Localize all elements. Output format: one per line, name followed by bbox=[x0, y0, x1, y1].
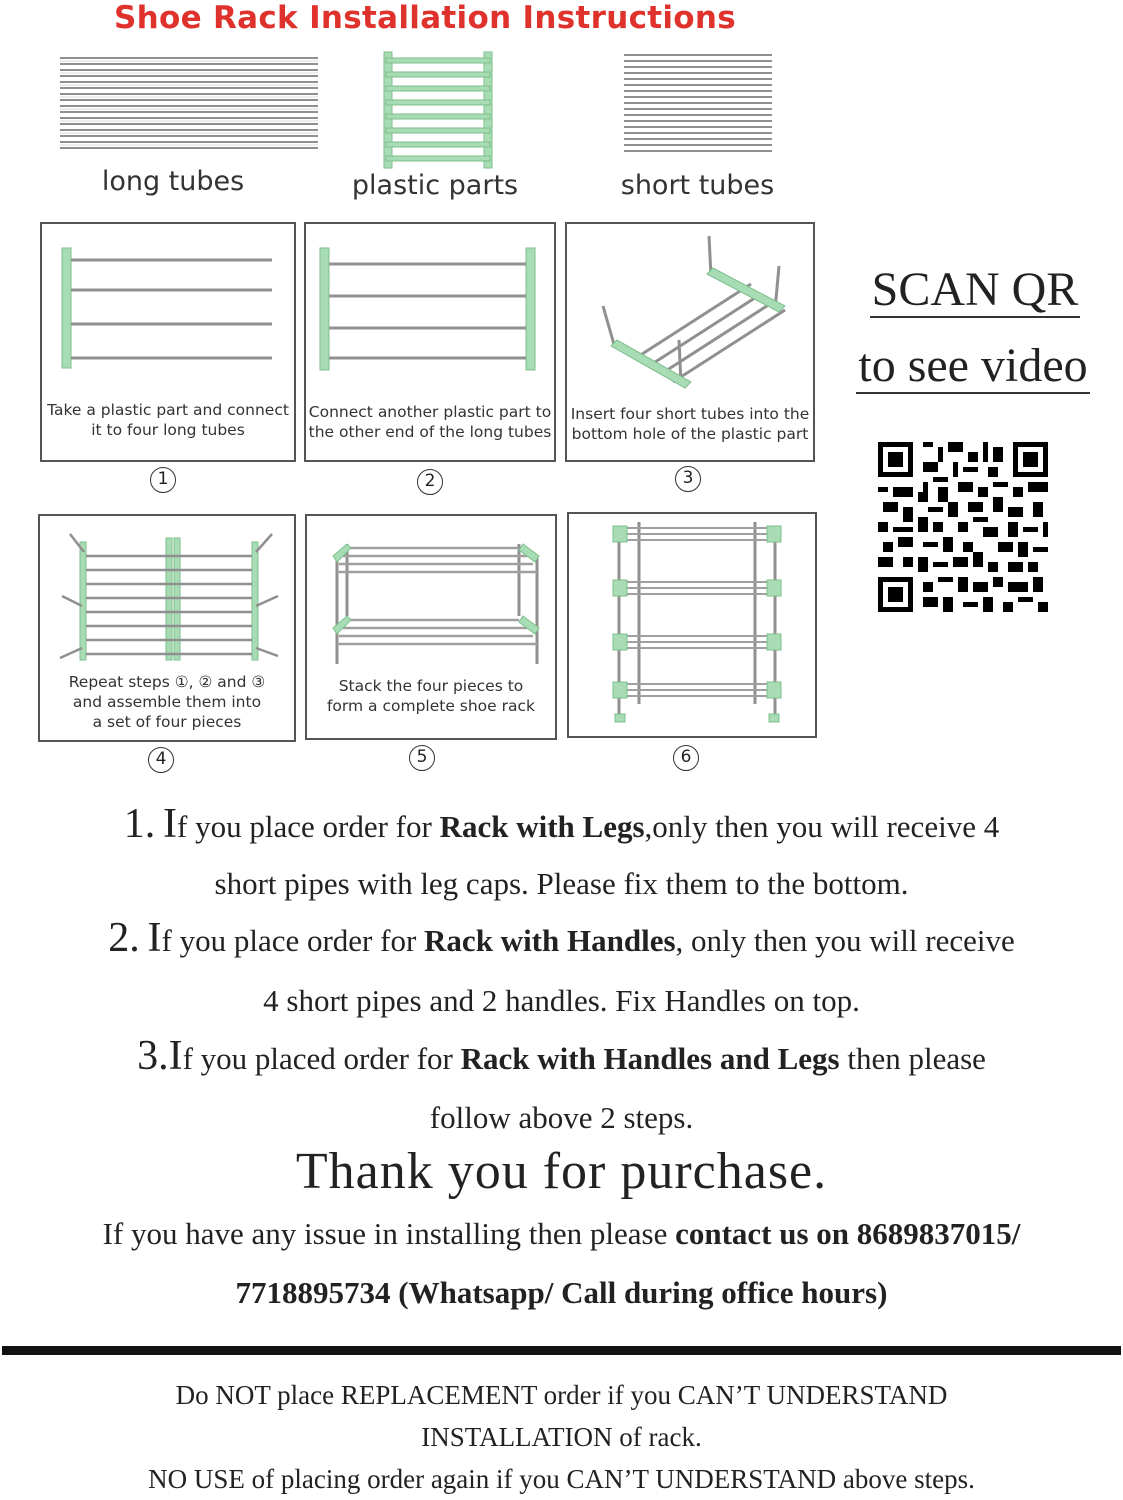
step-5-caption-line-2: form a complete shoe rack bbox=[326, 697, 536, 715]
step-3-caption-line-1: Insert four short tubes into the bbox=[570, 405, 810, 423]
step-2-caption-line-1: Connect another plastic part to bbox=[308, 403, 552, 421]
scan-qr-title bbox=[850, 262, 1100, 317]
contact-text: If you have any issue in installing then please bbox=[102, 1216, 676, 1251]
note-3-bold: Rack with Handles and Legs bbox=[460, 1041, 840, 1076]
step-5-number: 5 bbox=[409, 745, 435, 771]
step-3-caption-line-2: bottom hole of the plastic part bbox=[571, 425, 809, 443]
thank-you-heading: Thank you for purchase. bbox=[295, 1143, 828, 1200]
step-1-caption-line-2: it to four long tubes bbox=[91, 421, 245, 439]
step-1-panel bbox=[40, 222, 296, 462]
warning-line-2: INSTALLATION of rack. bbox=[421, 1422, 702, 1452]
note-3-line-1 bbox=[0, 1032, 1123, 1080]
page-title: Shoe Rack Installation Instructions bbox=[113, 0, 737, 36]
step-5-panel bbox=[305, 514, 557, 740]
note-3-number: 3. bbox=[137, 1033, 169, 1079]
step-4-number: 4 bbox=[148, 747, 174, 773]
short-tubes-image bbox=[622, 52, 774, 156]
step-6-panel bbox=[567, 512, 817, 738]
step-4-caption-line-3: a set of four pieces bbox=[92, 713, 242, 731]
note-2-number: 2. bbox=[108, 915, 140, 961]
note-2-line-1 bbox=[0, 914, 1123, 962]
note-1-number: 1. bbox=[123, 801, 156, 847]
contact-line-1 bbox=[0, 1216, 1123, 1252]
note-3-line-2: follow above 2 steps. bbox=[429, 1100, 694, 1135]
step-6-image bbox=[569, 514, 815, 736]
scan-qr-title-text: SCAN QR bbox=[871, 263, 1079, 316]
step-1-caption-line-1: Take a plastic part and connect bbox=[47, 401, 289, 419]
short-tubes-label: short tubes bbox=[620, 170, 775, 201]
plastic-parts-label: plastic parts bbox=[351, 170, 519, 201]
note-2-text-a: f you place order for bbox=[161, 923, 425, 958]
step-3-image bbox=[567, 224, 813, 394]
step-4-panel bbox=[38, 514, 296, 742]
step-2-panel bbox=[304, 222, 556, 462]
step-2-number: 2 bbox=[417, 469, 443, 495]
note-1-line-2: short pipes with leg caps. Please fix them to the bottom. bbox=[214, 866, 909, 901]
note-2-initial: I bbox=[147, 915, 162, 961]
scan-qr-subtitle-text: to see video bbox=[858, 339, 1088, 392]
note-1-initial: I bbox=[163, 801, 178, 847]
note-2-bold: Rack with Handles bbox=[424, 923, 676, 958]
note-3-text-b: then please bbox=[839, 1041, 986, 1076]
note-3-text-a: f you placed order for bbox=[182, 1041, 461, 1076]
note-1-text-a: f you place order for bbox=[177, 809, 440, 844]
warning-line-1: Do NOT place REPLACEMENT order if you CAN’T UNDERSTAND bbox=[175, 1380, 948, 1410]
contact-phone-1: contact us on 8689837015/ bbox=[675, 1216, 1021, 1251]
note-2-text-b: , only then you will receive bbox=[675, 923, 1015, 958]
step-2-caption-line-2: the other end of the long tubes bbox=[308, 423, 552, 441]
step-2-image bbox=[306, 224, 554, 384]
long-tubes-label: long tubes bbox=[101, 166, 245, 197]
plastic-parts-image bbox=[382, 50, 494, 170]
warning-line-3: NO USE of placing order again if you CAN’T UNDERSTAND above steps. bbox=[148, 1464, 975, 1494]
step-6-number: 6 bbox=[673, 745, 699, 771]
step-5-caption-line-1: Stack the four pieces to bbox=[338, 677, 524, 695]
long-tubes-image bbox=[58, 54, 320, 150]
step-4-image bbox=[40, 516, 294, 666]
note-1-bold: Rack with Legs bbox=[439, 809, 645, 844]
note-3-initial: I bbox=[168, 1033, 183, 1079]
step-5-image bbox=[307, 516, 555, 666]
step-3-panel bbox=[565, 222, 815, 462]
note-1-line-1 bbox=[0, 800, 1123, 848]
note-1-text-b: ,only then you will receive 4 bbox=[644, 809, 1000, 844]
contact-line-2: 7718895734 (Whatsapp/ Call during office hours) bbox=[235, 1275, 888, 1310]
qr-code[interactable] bbox=[878, 442, 1048, 612]
step-4-caption-line-1: Repeat steps ①, ② and ③ bbox=[68, 673, 266, 691]
scan-qr-subtitle bbox=[838, 338, 1108, 393]
divider bbox=[2, 1346, 1121, 1355]
step-4-caption-line-2: and assemble them into bbox=[72, 693, 262, 711]
note-2-line-2: 4 short pipes and 2 handles. Fix Handles on top. bbox=[263, 983, 860, 1018]
step-1-image bbox=[42, 224, 294, 384]
step-3-number: 3 bbox=[675, 466, 701, 492]
step-1-number: 1 bbox=[150, 467, 176, 493]
